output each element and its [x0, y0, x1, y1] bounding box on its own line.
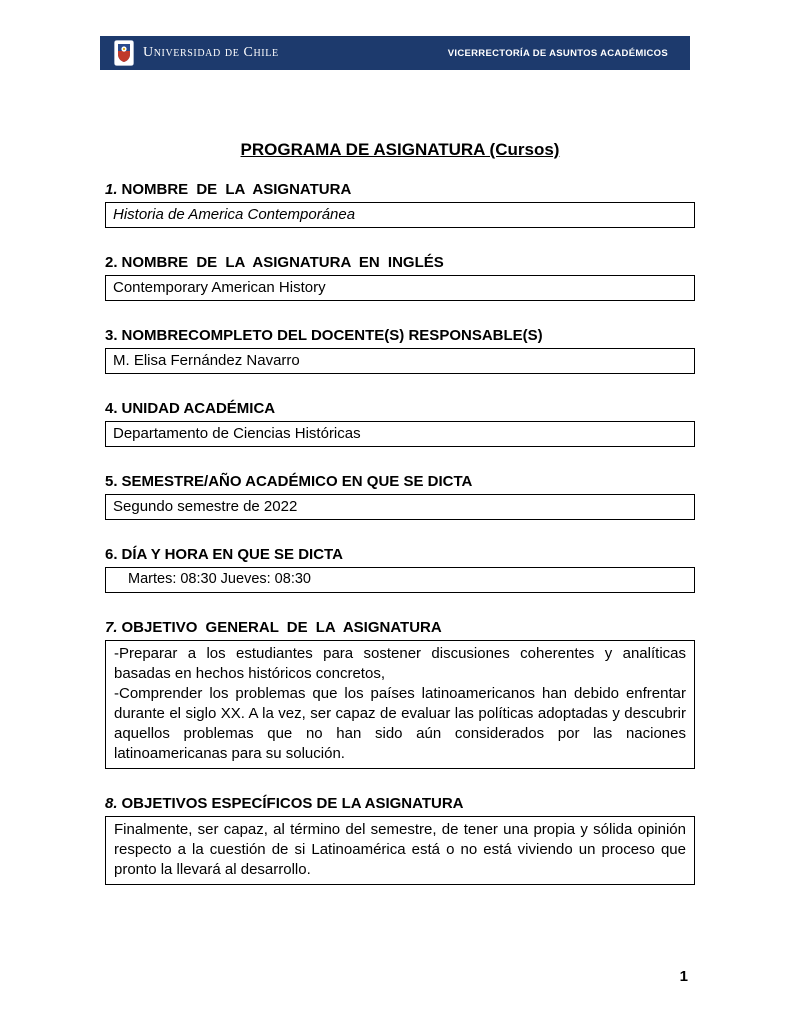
section-nombre-ingles	[105, 254, 695, 301]
section-heading	[105, 181, 695, 198]
section-number: 6.	[105, 546, 118, 563]
section-heading	[105, 619, 695, 636]
section-value-box	[105, 640, 695, 769]
objetivo-general-paragraph: -Comprender los problemas que los países latinoamericanos han debido enfrentar durante el siglo XX. A la vez, ser capaz de evaluar las políticas adoptadas y descubrir aquellos problemas que no han sido aún considerados por las naciones latinoamericanas para su solución.	[114, 685, 686, 762]
section-number: 2.	[105, 254, 118, 271]
section-objetivos-especificos	[105, 795, 695, 885]
section-value-box: Contemporary American History	[105, 275, 695, 301]
section-heading	[105, 795, 695, 812]
university-name: Universidad de Chile	[143, 45, 279, 60]
section-value-box	[105, 816, 695, 885]
section-value-box: Departamento de Ciencias Históricas	[105, 421, 695, 447]
page-title: PROGRAMA DE ASIGNATURA (Cursos)	[240, 140, 560, 159]
section-value-box: Historia de America Contemporánea	[105, 202, 695, 228]
section-label: OBJETIVO GENERAL DE LA ASIGNATURA	[121, 619, 442, 636]
section-dia-hora	[105, 546, 695, 593]
section-label: OBJETIVOS ESPECÍFICOS DE LA ASIGNATURA	[121, 795, 464, 812]
section-semestre-ano	[105, 473, 695, 520]
section-number: 7.	[105, 619, 118, 636]
section-number: 3.	[105, 327, 118, 344]
section-label: NOMBRE DE LA ASIGNATURA EN INGLÉS	[121, 254, 444, 271]
vicerrectoria-label: VICERRECTORÍA DE ASUNTOS ACADÉMICOS	[447, 47, 668, 59]
page-number: 1	[679, 968, 688, 985]
section-heading	[105, 327, 695, 344]
section-heading	[105, 400, 695, 417]
document-body	[105, 0, 695, 885]
section-label: NOMBRECOMPLETO DEL DOCENTE(S) RESPONSABLE(S)	[121, 327, 543, 344]
section-unidad-academica	[105, 400, 695, 447]
section-label: SEMESTRE/AÑO ACADÉMICO EN QUE SE DICTA	[121, 473, 473, 490]
section-heading	[105, 546, 695, 563]
section-value-box: M. Elisa Fernández Navarro	[105, 348, 695, 374]
section-value-box: Martes: 08:30 Jueves: 08:30	[105, 567, 695, 593]
objetivo-general-paragraph: -Preparar a los estudiantes para sostener discusiones coherentes y analíticas basadas en hechos históricos concretos,	[114, 645, 686, 682]
section-label: DÍA Y HORA EN QUE SE DICTA	[121, 546, 343, 563]
section-heading	[105, 473, 695, 490]
section-number: 4.	[105, 400, 118, 417]
section-number: 8.	[105, 795, 118, 812]
objetivos-especificos-paragraph: Finalmente, ser capaz, al término del semestre, de tener una propia y sólida opinión respecto a la cuestión de si Latinoamérica está o no está viviendo un proceso que pronto la llevará al desarrollo.	[114, 821, 686, 878]
section-label: NOMBRE DE LA ASIGNATURA	[121, 181, 352, 198]
section-number: 1.	[105, 181, 118, 198]
section-objetivo-general	[105, 619, 695, 769]
section-label: UNIDAD ACADÉMICA	[121, 400, 276, 417]
section-docente-responsable	[105, 327, 695, 374]
section-heading	[105, 254, 695, 271]
section-number: 5.	[105, 473, 118, 490]
section-nombre-asignatura	[105, 181, 695, 228]
section-value-box: Segundo semestre de 2022	[105, 494, 695, 520]
